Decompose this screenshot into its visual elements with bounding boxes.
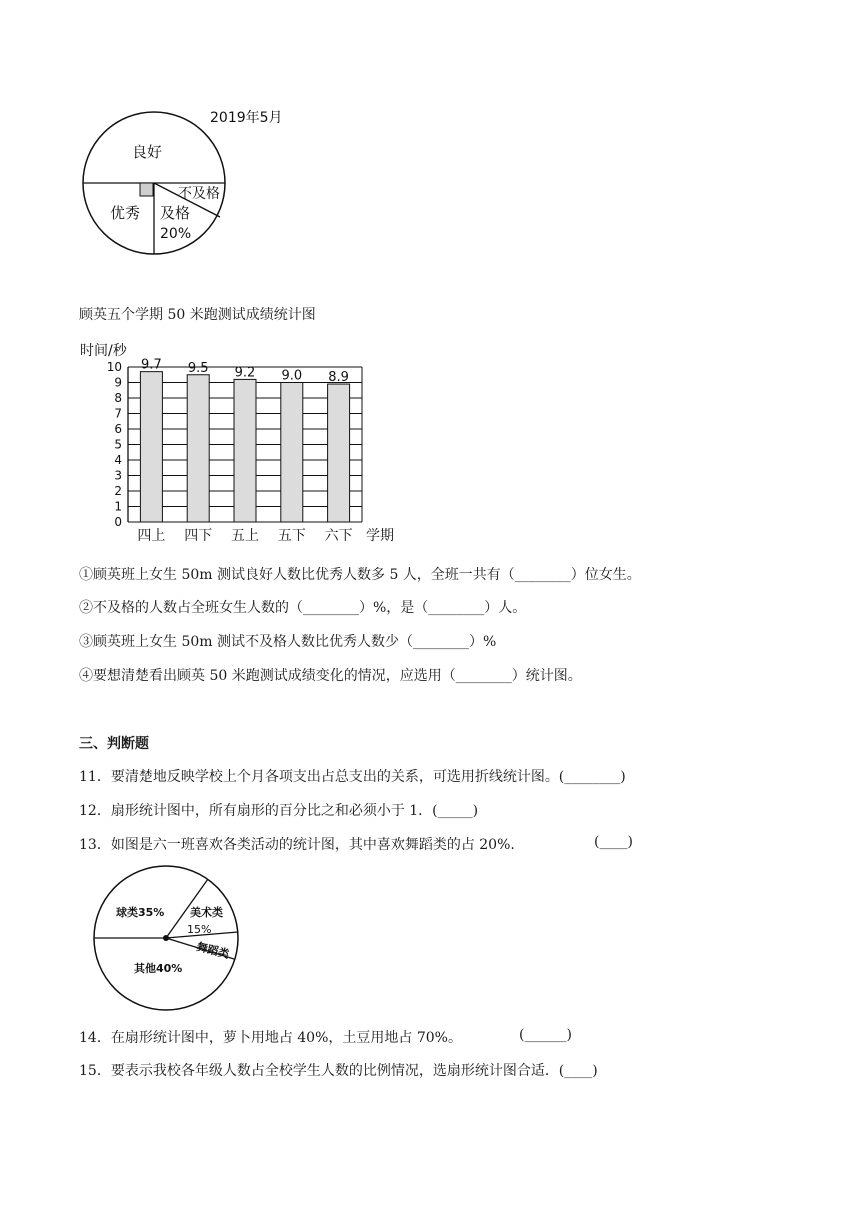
pie-label-pass-pct: 20% [160,226,192,242]
question-13: 13．如图是六一班喜欢各类活动的统计图，其中喜欢舞蹈类的占 20%. [79,837,515,853]
bar-value-label: 9.2 [234,365,256,381]
bar [234,379,256,522]
x-tick-label: 六下 [324,528,353,544]
y-tick-label: 9 [114,375,122,390]
pie2-label-other: 其他40% [134,962,183,975]
question-15: 15．要表示我校各年级人数占全校学生人数的比例情况，选扇形统计图合适．(____) [79,1063,598,1079]
pie-chart-activities [90,862,250,1017]
right-angle-marker [140,183,153,196]
question-sub-1: ①顾英班上女生 50m 测试良好人数比优秀人数多 5 人，全班一共有（________）位女生。 [79,567,641,583]
pie2-label-art-pct: 15% [187,923,212,936]
question-sub-2: ②不及格的人数占全班女生人数的（________）%，是（________）人。 [79,600,527,616]
y-tick-label: 6 [114,422,122,436]
y-tick-label: 1 [114,499,122,514]
x-tick-label: 四下 [184,528,213,544]
y-tick-label: 3 [114,468,122,483]
pie2-label-dance: 舞蹈类 [195,940,231,961]
bar-value-label: 9.0 [281,368,303,384]
bar-chart-50m [70,338,400,548]
x-axis-title: 学期 [366,528,394,544]
bar [328,384,350,522]
section-title: 三、判断题 [79,736,149,752]
y-axis-title: 时间/秒 [80,343,127,359]
y-tick-label: 7 [114,406,122,421]
pie-label-excellent: 优秀 [110,204,141,222]
question-12: 12．扇形统计图中，所有扇形的百分比之和必须小于 1．(_____) [79,803,479,819]
question-14: 14．在扇形统计图中，萝卜用地占 40%，土豆用地占 70%。 [79,1030,462,1046]
bar [187,375,209,522]
bar [140,372,162,522]
pie-chart-grades [70,100,310,270]
pie-label-fail: 不及格 [178,186,220,202]
question-13-answer: (____) [594,834,633,850]
bar-value-label: 8.9 [328,370,349,386]
pie-label-good: 良好 [132,143,163,161]
y-tick-label: 2 [114,484,122,498]
y-tick-label: 0 [114,515,122,529]
pie2-label-ball: 球类35% [116,906,165,919]
question-sub-4: ④要想清楚看出顾英 50 米跑测试成绩变化的情况，应选用（________）统计图。 [79,668,582,684]
y-tick-label: 4 [114,453,122,467]
y-tick-label: 8 [114,391,122,405]
y-tick-label: 5 [114,437,122,452]
pie-label-pass: 及格 [160,204,191,222]
bar-value-label: 9.5 [187,360,209,376]
pie2-center-dot [163,935,169,941]
question-14-answer: (______) [519,1027,572,1043]
bar [281,383,303,523]
question-sub-3: ③顾英班上女生 50m 测试不及格人数比优秀人数少（________）% [79,634,497,650]
pie2-label-art: 美术类 [190,906,223,919]
x-tick-label: 五上 [231,528,259,544]
pie-title: 2019年5月 [210,110,283,126]
bar-chart-caption: 顾英五个学期 50 米跑测试成绩统计图 [79,307,316,323]
x-tick-label: 五下 [277,528,306,544]
bar-value-label: 9.7 [141,357,162,373]
x-tick-label: 四上 [137,528,166,544]
question-11: 11．要清楚地反映学校上个月各项支出占总支出的关系，可选用折线统计图。(________) [79,769,626,785]
y-tick-label: 10 [106,360,122,374]
